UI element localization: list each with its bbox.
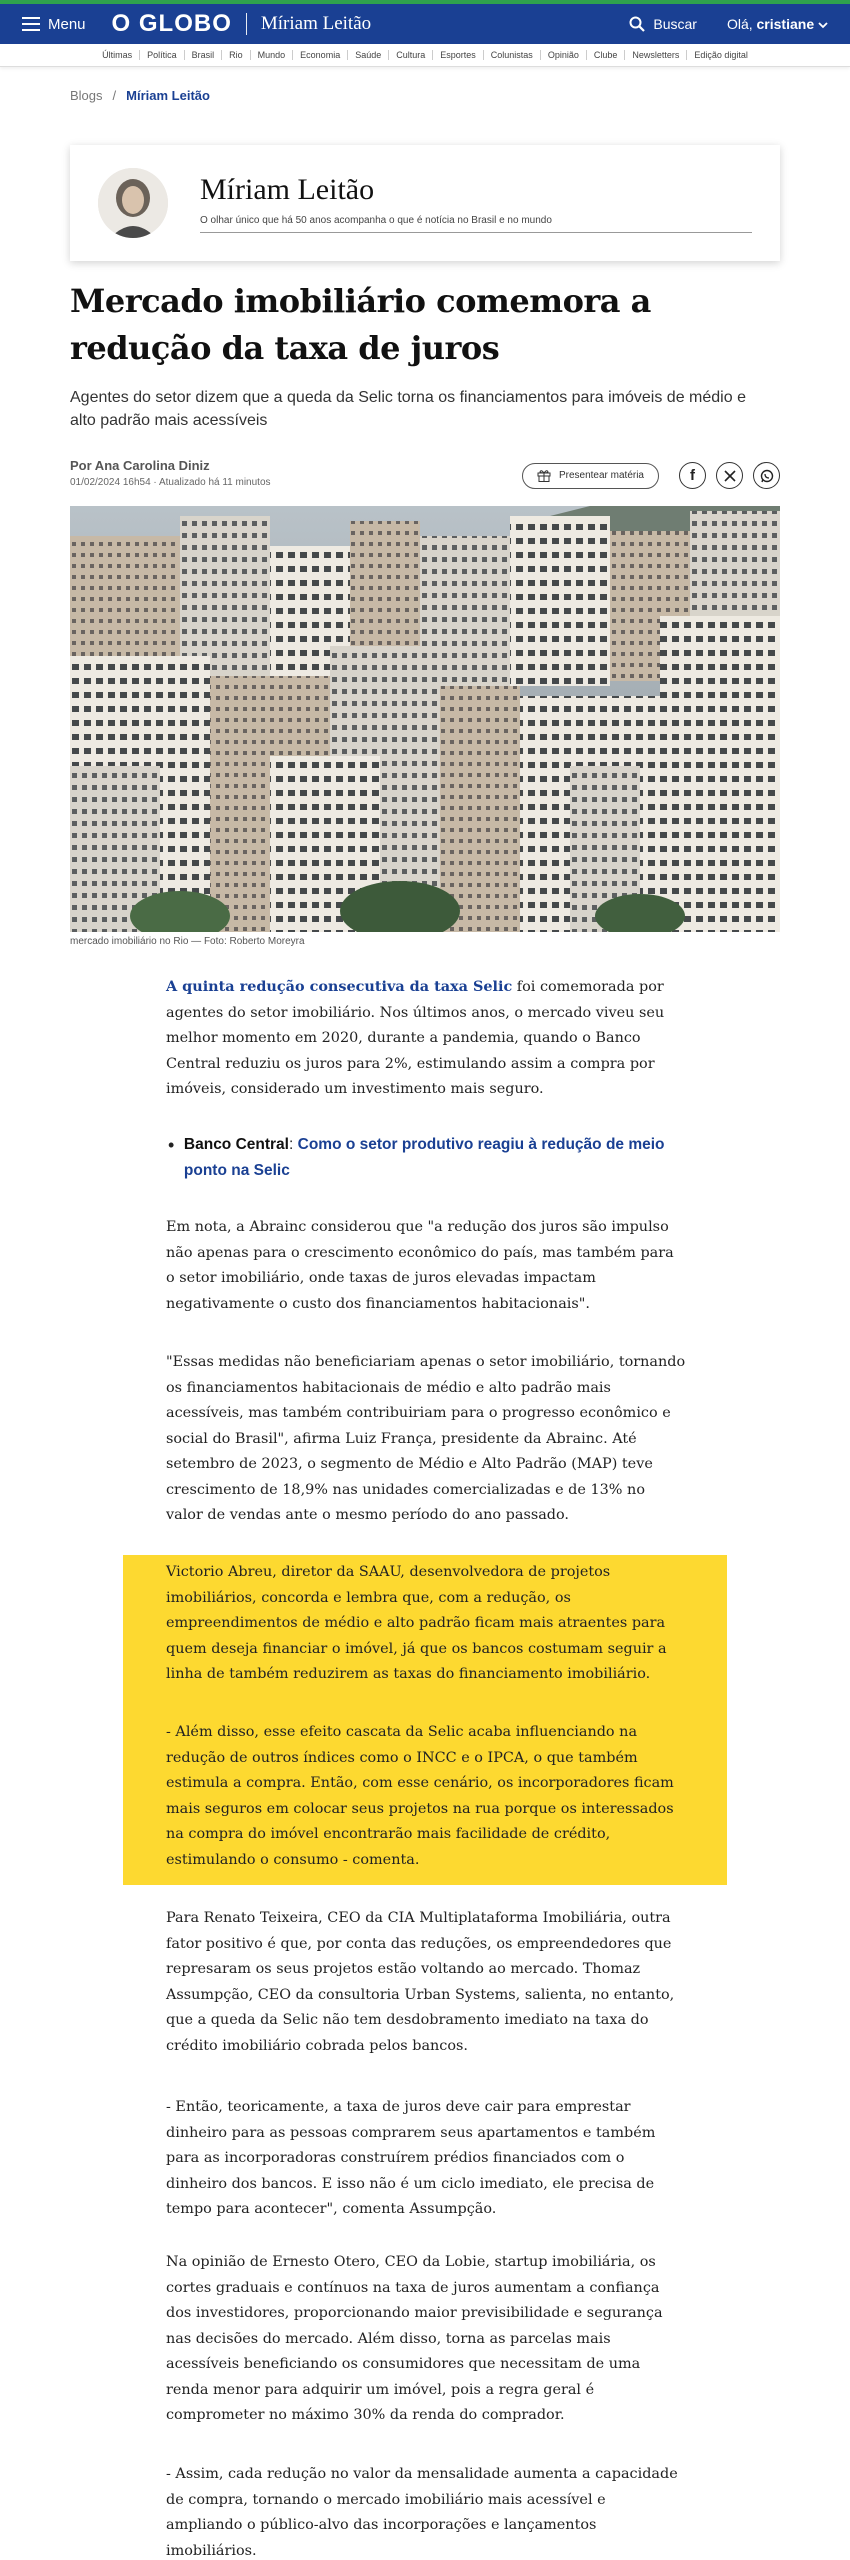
nav-item-ultimas[interactable]: Últimas: [102, 50, 133, 60]
breadcrumb-current[interactable]: Míriam Leitão: [126, 88, 210, 103]
search-button[interactable]: [629, 16, 697, 32]
author-name[interactable]: Míriam Leitão: [200, 173, 375, 206]
gift-label: Presentear matéria: [558, 470, 644, 481]
nav-item-saude[interactable]: Saúde: [347, 50, 388, 60]
nav-item-clube[interactable]: Clube: [586, 50, 625, 60]
author-tagline: O olhar único que há 50 anos acompanha o que é notícia no Brasil e no mundo: [200, 215, 552, 226]
paragraph-3: "Essas medidas não beneficiariam apenas o setor imobiliário, tornando os financiamentos habitacionais de médio e alto padrão mais acessíveis, mas também contribuiriam para o progresso econômico e social do Brasil", afirma Luiz França, presidente da Abrainc. Até setembro de 2023, o segmento de Médio e Alto Padrão (MAP) teve crescimento de 18,9% nas unidades comercializadas e de 13% no valor de vendas ante o mesmo período do ano passado.: [166, 1354, 686, 1523]
related-bullet: • Banco Central: Como o setor produtivo reagiu à redução de meio ponto na Selic: [168, 1135, 665, 1179]
paragraph-1-text: foi comemorada por agentes do setor imobiliário. Nos últimos anos, o mercado viveu seu melhor momento em 2020, durante a pandemia, quando o Banco Central reduziu os juros para 2%, estimulando assim a compra por imóveis, considerado um investimento mais seguro.: [166, 979, 665, 1097]
avatar: [98, 168, 168, 238]
gift-icon: [537, 469, 551, 482]
paragraph-9: - Assim, cada redução no valor da mensalidade aumenta a capacidade de compra, tornando o mercado imobiliário mais acessível e ampliando o público-alvo das incorporações e lançamentos imobiliários.: [166, 2466, 678, 2559]
nav-item-opiniao[interactable]: Opinião: [540, 50, 586, 60]
breadcrumb: [70, 88, 210, 103]
logo-divider: [246, 13, 247, 35]
nav-item-cultura[interactable]: Cultura: [388, 50, 432, 60]
selic-link[interactable]: A quinta redução consecutiva da taxa Selic: [166, 978, 513, 995]
paragraph-6: Para Renato Teixeira, CEO da CIA Multiplataforma Imobiliária, outra fator positivo é que, por conta das reduções, os empreendedores que represaram os seus projetos estão voltando ao mercado. Thomaz Assumpção, CEO da consultoria Urban Systems, salienta, no entanto, que a queda da Selic não tem desdobramento imediato na taxa do crédito imobiliário cobrada pelos bancos.: [166, 1910, 675, 2054]
chevron-down-icon: [818, 21, 828, 29]
nav-item-brasil[interactable]: Brasil: [184, 50, 222, 60]
share-facebook-button[interactable]: [679, 462, 706, 489]
user-name: cristiane: [756, 16, 815, 32]
paragraph-5: - Além disso, esse efeito cascata da Selic acaba influenciando na redução de outros índices como o INCC e o IPCA, o que também estimula a compra. Então, com esse cenário, os incorporadores ficam mais seguros em colocar seus projetos na rua porque os interessados na compra do imóvel encontrarão mais facilidade de crédito, estimulando o consumo - comenta.: [166, 1724, 674, 1868]
nav-item-colunistas[interactable]: Colunistas: [483, 50, 540, 60]
publish-date: 01/02/2024 16h54 · Atualizado há 11 minutos: [70, 477, 271, 488]
paragraph-1: [166, 974, 686, 1103]
share-whatsapp-button[interactable]: [753, 462, 780, 489]
facebook-icon: f: [690, 467, 695, 484]
bullet-colon: :: [289, 1136, 298, 1153]
nav-item-politica[interactable]: Política: [139, 50, 184, 60]
paragraph-7: - Então, teoricamente, a taxa de juros deve cair para emprestar dinheiro para as pessoas comprarem seus apartamentos e também para as incorporadoras construírem prédios financiados com o dinheiro dos bancos. E isso não é um ciclo imediato, ele precisa de tempo para acontecer", comenta Assumpção.: [166, 2099, 656, 2217]
byline-author: Por Ana Carolina Diniz: [70, 458, 210, 473]
menu-label: Menu: [48, 15, 86, 33]
bullet-label: Banco Central: [183, 1136, 289, 1153]
article-subtitle: Agentes do setor dizem que a queda da Selic torna os financiamentos para imóveis de médio e alto padrão mais acessíveis: [70, 389, 746, 429]
nav-item-esportes[interactable]: Esportes: [432, 50, 483, 60]
greeting-prefix: Olá,: [726, 16, 753, 32]
byline: [70, 458, 271, 488]
menu-button[interactable]: [22, 16, 86, 33]
paragraph-2: Em nota, a Abrainc considerou que "a redução dos juros são impulso não apenas para o crescimento econômico do país, mas também para o setor imobiliário, onde taxas de juros elevadas impactam negativamente o custo dos financiamentos habitacionais".: [166, 1219, 674, 1312]
nav-item-economia[interactable]: Economia: [292, 50, 347, 60]
article-headline: Mercado imobiliário comemora a redução da taxa de juros: [70, 282, 651, 367]
user-menu[interactable]: [727, 16, 828, 32]
nav-item-newsletters[interactable]: Newsletters: [624, 50, 686, 60]
logo[interactable]: O GLOBO: [111, 10, 232, 37]
paragraph-4: Victorio Abreu, diretor da SAAU, desenvolvedora de projetos imobiliários, concorda e lembra que, com a redução, os empreendimentos de médio e alto padrão ficam mais atraentes para quem deseja financiar o imóvel, já que os bancos costumam seguir a linha de também reduzirem as taxas do financiamento imobiliário.: [166, 1564, 667, 1682]
paragraph-8: Na opinião de Ernesto Otero, CEO da Lobie, startup imobiliária, os cortes graduais e contínuos na taxa de juros aumentam a confiança dos investidores, proporcionando maior previsibilidade e segurança nas decisões do mercado. Além disso, torna as parcelas mais acessíveis beneficiando os consumidores que necessitam de uma renda menor para adquirir um imóvel, pois a regra geral é comprometer no máximo 30% da renda do comprador.: [166, 2254, 663, 2423]
article-photo: [70, 506, 780, 932]
photo-caption: mercado imobiliário no Rio — Foto: Roberto Moreyra: [70, 936, 305, 947]
search-label: Buscar: [653, 16, 697, 32]
related-link[interactable]: Como o setor produtivo reagiu à redução de meio ponto na Selic: [183, 1136, 665, 1179]
x-icon: [724, 470, 736, 482]
hamburger-icon: [22, 17, 40, 31]
breadcrumb-separator: /: [112, 88, 117, 103]
share-x-button[interactable]: [716, 462, 743, 489]
section-nav: [0, 44, 850, 67]
share-bar: [522, 462, 780, 489]
top-header: [0, 0, 850, 44]
author-card: [70, 145, 780, 261]
search-icon: [629, 16, 645, 32]
gift-article-button[interactable]: [522, 463, 659, 489]
whatsapp-icon: [760, 469, 774, 483]
blog-name[interactable]: Míriam Leitão: [260, 13, 372, 34]
nav-item-mundo[interactable]: Mundo: [250, 50, 293, 60]
breadcrumb-parent[interactable]: Blogs: [70, 88, 103, 103]
nav-item-rio[interactable]: Rio: [221, 50, 250, 60]
nav-item-edicao-digital[interactable]: Edição digital: [686, 50, 755, 60]
